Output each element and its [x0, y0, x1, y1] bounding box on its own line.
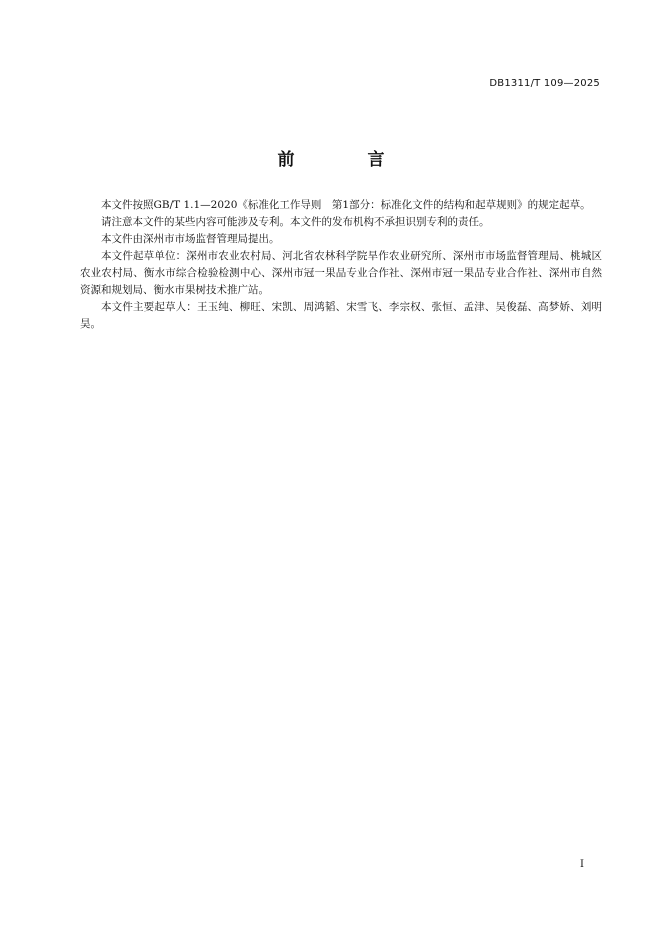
- paragraph-patent-notice: 请注意本文件的某些内容可能涉及专利。本文件的发布机构不承担识别专利的责任。: [101, 216, 490, 228]
- page-title: 前 言: [277, 150, 413, 170]
- document-body: [80, 197, 602, 333]
- document-code: DB1311/T 109—2025: [489, 78, 600, 89]
- paragraph-proposer: 本文件由深州市市场监督管理局提出。: [101, 233, 280, 245]
- paragraph-drafting-units: 本文件起草单位：深州市农业农村局、河北省农林科学院旱作农业研究所、深州市市场监督管理局、桃城区农业农村局、衡水市综合检验检测中心、深州市冠一果品专业合作社、深州市冠一果品专业合作社、深州市自然资源和规划局、衡水市果树技术推广站。: [80, 250, 602, 296]
- paragraph-main-drafters: 本文件主要起草人：王玉纯、柳旺、宋凯、周鸿韬、宋雪飞、李宗权、张恒、孟津、吴俊磊、高梦娇、刘明昊。: [80, 301, 602, 330]
- paragraph-drafting-basis: 本文件按照GB/T 1.1—2020《标准化工作导则 第1部分：标准化文件的结构和起草规则》的规定起草。: [101, 199, 591, 211]
- page-number: I: [580, 859, 584, 870]
